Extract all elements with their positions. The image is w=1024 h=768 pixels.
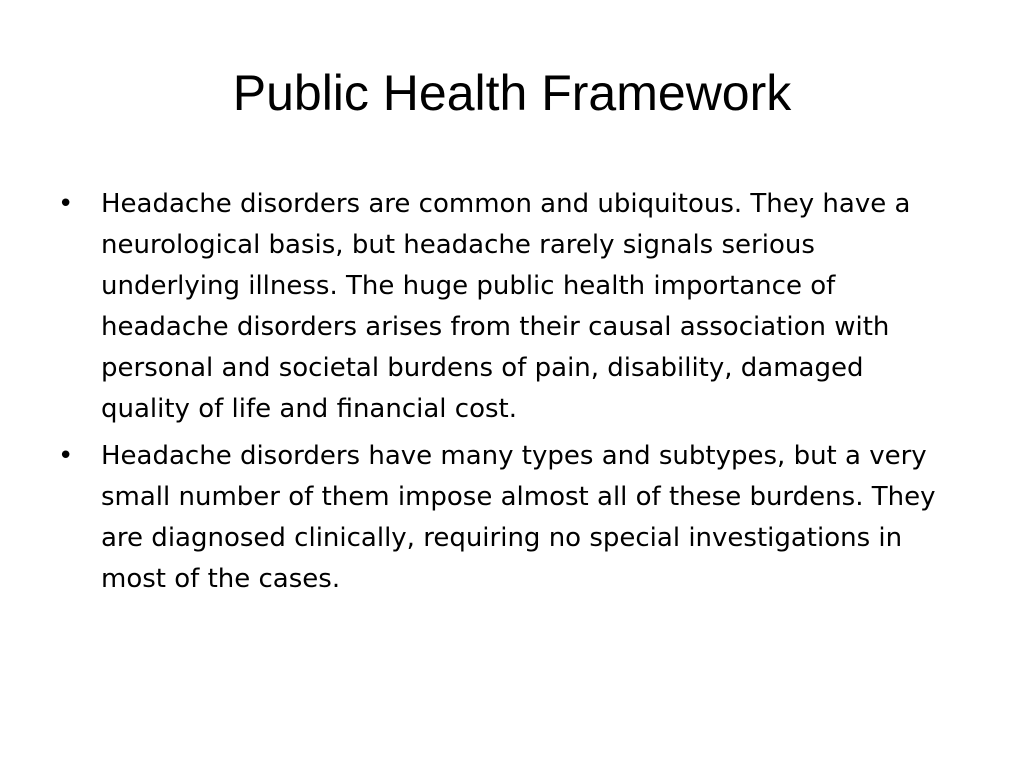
bullet-text: Headache disorders are common and ubiquitous. They have a neurological basis, but headache rarely signals serious underlying illness. The huge public health importance of headache disorders arises from their causal association with personal and societal burdens of pain, disability, damaged quality of life and financial cost. bbox=[101, 189, 911, 424]
bullet-marker-icon: • bbox=[58, 189, 74, 219]
slide-title: Public Health Framework bbox=[232, 65, 792, 121]
bullet-marker-icon: • bbox=[58, 441, 74, 471]
bullet-item bbox=[58, 184, 958, 430]
bullet-list bbox=[58, 184, 958, 606]
bullet-item bbox=[58, 436, 958, 600]
bullet-text: Headache disorders have many types and subtypes, but a very small number of them impose almost all of these burdens. They are diagnosed clinically, requiring no special investigations in most of the cases. bbox=[101, 441, 936, 594]
